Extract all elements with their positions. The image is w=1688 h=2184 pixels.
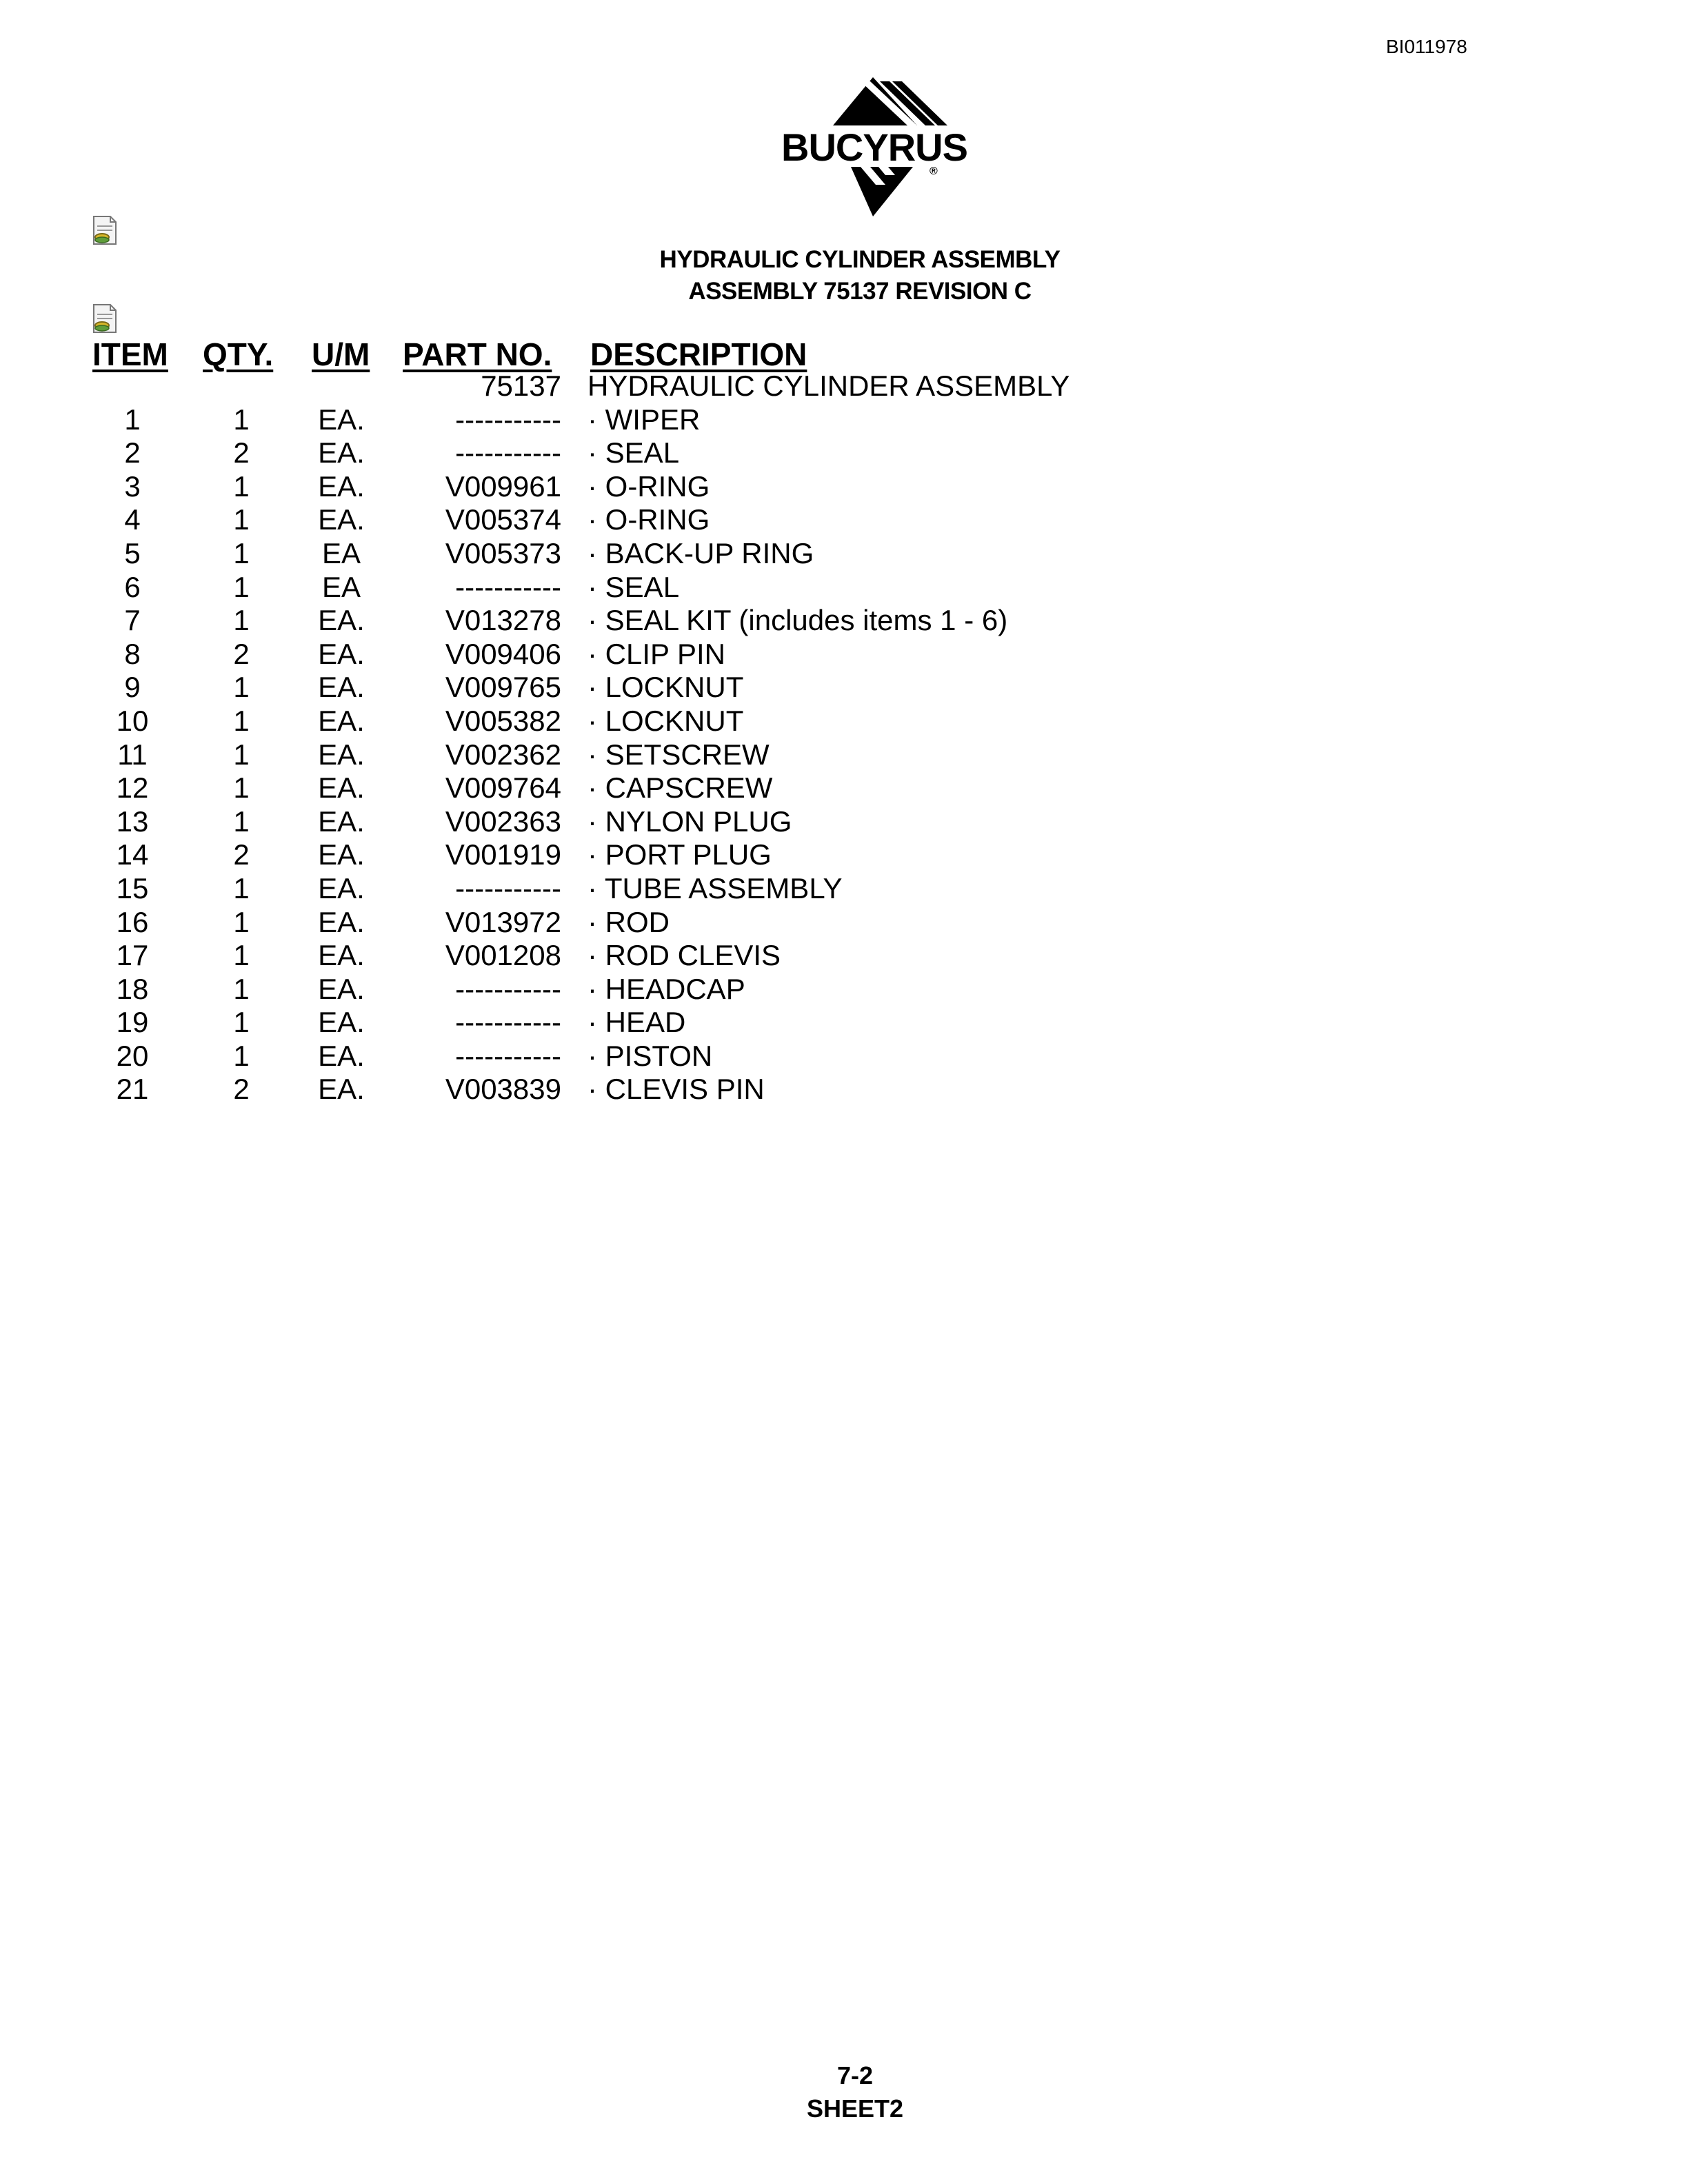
column-header-item: ITEM (92, 336, 168, 372)
description: · HEAD (587, 1006, 686, 1039)
part-number: V001919 (445, 838, 561, 871)
item-number: 17 (116, 939, 149, 972)
item-number: 12 (116, 771, 149, 805)
document-icon[interactable] (91, 215, 119, 245)
item-number: 20 (116, 1039, 149, 1072)
description: · TUBE ASSEMBLY (587, 871, 843, 904)
part-number: ----------- (455, 1039, 561, 1072)
quantity: 1 (233, 671, 250, 704)
quantity: 1 (233, 1006, 250, 1039)
quantity: 1 (233, 939, 250, 972)
part-number: V009406 (445, 637, 561, 670)
unit-of-measure: EA. (318, 637, 365, 670)
table-row (0, 906, 1688, 940)
item-number: 2 (124, 436, 141, 469)
unit-of-measure: EA. (318, 1039, 365, 1072)
item-number: 11 (117, 738, 148, 771)
item-number: 14 (116, 838, 149, 871)
item-number: 5 (124, 536, 141, 569)
table-row (0, 1006, 1688, 1040)
description: · CLIP PIN (587, 637, 725, 670)
part-number: V009765 (445, 671, 561, 704)
table-row (0, 1040, 1688, 1073)
unit-of-measure: EA. (318, 939, 365, 972)
description: · NYLON PLUG (587, 805, 792, 838)
table-row (0, 638, 1688, 671)
quantity: 2 (233, 1073, 250, 1106)
column-header-description: DESCRIPTION (590, 336, 807, 372)
document-icon[interactable] (91, 303, 119, 334)
table-row (0, 671, 1688, 705)
quantity: 1 (233, 403, 250, 436)
table-row (0, 1073, 1688, 1106)
part-number: ----------- (455, 403, 561, 436)
table-row (0, 738, 1688, 772)
unit-of-measure: EA. (318, 838, 365, 871)
part-number: V013278 (445, 604, 561, 637)
item-number: 18 (116, 972, 149, 1005)
unit-of-measure: EA. (318, 972, 365, 1005)
table-row (0, 436, 1688, 470)
quantity: 1 (233, 771, 250, 805)
quantity: 1 (233, 805, 250, 838)
unit-of-measure: EA. (318, 436, 365, 469)
sheet-label: SHEET2 (806, 2094, 904, 2123)
quantity: 1 (233, 469, 250, 503)
unit-of-measure: EA. (318, 738, 365, 771)
description: · SETSCREW (587, 738, 770, 771)
part-number: ----------- (455, 436, 561, 469)
part-number: V005382 (445, 704, 561, 737)
item-number: 13 (116, 805, 149, 838)
part-number: V005373 (445, 536, 561, 569)
unit-of-measure: EA. (318, 905, 365, 938)
quantity: 1 (233, 905, 250, 938)
column-header-qty: QTY. (203, 336, 274, 372)
table-row (0, 939, 1688, 973)
item-number: 8 (124, 637, 141, 670)
part-number: V003839 (445, 1073, 561, 1106)
logo-wordmark: BUCYRUS (781, 125, 967, 169)
description: · LOCKNUT (587, 671, 744, 704)
quantity: 1 (233, 704, 250, 737)
part-number: ----------- (455, 871, 561, 904)
table-row (0, 503, 1688, 537)
part-number: V001208 (445, 939, 561, 972)
quantity: 1 (233, 738, 250, 771)
quantity: 1 (233, 871, 250, 904)
quantity: 1 (233, 972, 250, 1005)
part-number: V013972 (445, 905, 561, 938)
description: · PORT PLUG (587, 838, 772, 871)
assembly-subtitle: ASSEMBLY 75137 REVISION C (688, 278, 1032, 305)
item-number: 4 (124, 503, 141, 536)
item-number: 3 (124, 469, 141, 503)
description: · BACK-UP RING (587, 536, 814, 569)
column-header-part-no: PART NO. (403, 336, 552, 372)
unit-of-measure: EA. (318, 1006, 365, 1039)
description: · ROD (587, 905, 670, 938)
page-number: 7-2 (836, 2061, 874, 2090)
unit-of-measure: EA. (318, 805, 365, 838)
quantity: 1 (233, 536, 250, 569)
description: · WIPER (587, 403, 701, 436)
unit-of-measure: EA. (318, 403, 365, 436)
part-number: V009764 (445, 771, 561, 805)
page-title: HYDRAULIC CYLINDER ASSEMBLY (659, 246, 1061, 273)
description: · HEADCAP (587, 972, 745, 1005)
item-number: 16 (116, 905, 149, 938)
quantity: 2 (233, 838, 250, 871)
table-row (0, 537, 1688, 571)
table-row (0, 805, 1688, 839)
part-number: V002363 (445, 805, 561, 838)
part-number: V005374 (445, 503, 561, 536)
quantity: 1 (233, 604, 250, 637)
unit-of-measure: EA. (318, 469, 365, 503)
quantity: 1 (233, 1039, 250, 1072)
item-number: 1 (124, 403, 141, 436)
quantity: 1 (233, 503, 250, 536)
description: · SEAL (587, 570, 680, 603)
item-number: 6 (124, 570, 141, 603)
quantity: 1 (233, 570, 250, 603)
quantity: 2 (233, 436, 250, 469)
description: · LOCKNUT (587, 704, 744, 737)
table-row (0, 403, 1688, 437)
registered-mark: ® (930, 165, 938, 177)
unit-of-measure: EA. (318, 671, 365, 704)
description: · CAPSCREW (587, 771, 773, 805)
table-row (0, 872, 1688, 906)
description: · O-RING (587, 503, 710, 536)
part-number: ----------- (455, 972, 561, 1005)
item-number: 10 (116, 704, 149, 737)
part-number: 75137 (481, 370, 561, 402)
part-number: V009961 (445, 469, 561, 503)
table-row (0, 705, 1688, 738)
part-number: V002362 (445, 738, 561, 771)
description: HYDRAULIC CYLINDER ASSEMBLY (587, 370, 1070, 402)
unit-of-measure: EA. (318, 871, 365, 904)
table-row (0, 571, 1688, 605)
item-number: 9 (124, 671, 141, 704)
table-row (0, 370, 1688, 403)
part-number: ----------- (455, 570, 561, 603)
unit-of-measure: EA. (318, 704, 365, 737)
unit-of-measure: EA. (318, 771, 365, 805)
table-row (0, 838, 1688, 872)
unit-of-measure: EA. (318, 503, 365, 536)
part-number: ----------- (455, 1006, 561, 1039)
unit-of-measure: EA (321, 536, 361, 569)
description: · O-RING (587, 469, 710, 503)
column-header-um: U/M (312, 336, 370, 372)
table-row (0, 470, 1688, 504)
item-number: 7 (124, 604, 141, 637)
description: · PISTON (587, 1039, 713, 1072)
item-number: 15 (116, 871, 149, 904)
parts-list (0, 370, 1688, 1106)
description: · SEAL KIT (includes items 1 - 6) (587, 604, 1008, 637)
item-number: 21 (116, 1073, 149, 1106)
description: · SEAL (587, 436, 680, 469)
document-id: BI011978 (1386, 36, 1467, 57)
unit-of-measure: EA. (318, 1073, 365, 1106)
quantity: 2 (233, 637, 250, 670)
table-row (0, 973, 1688, 1007)
unit-of-measure: EA. (318, 604, 365, 637)
table-row (0, 771, 1688, 805)
bucyrus-logo (757, 74, 992, 219)
description: · CLEVIS PIN (587, 1073, 765, 1106)
description: · ROD CLEVIS (587, 939, 781, 972)
item-number: 19 (116, 1006, 149, 1039)
table-row (0, 604, 1688, 638)
unit-of-measure: EA (321, 570, 361, 603)
